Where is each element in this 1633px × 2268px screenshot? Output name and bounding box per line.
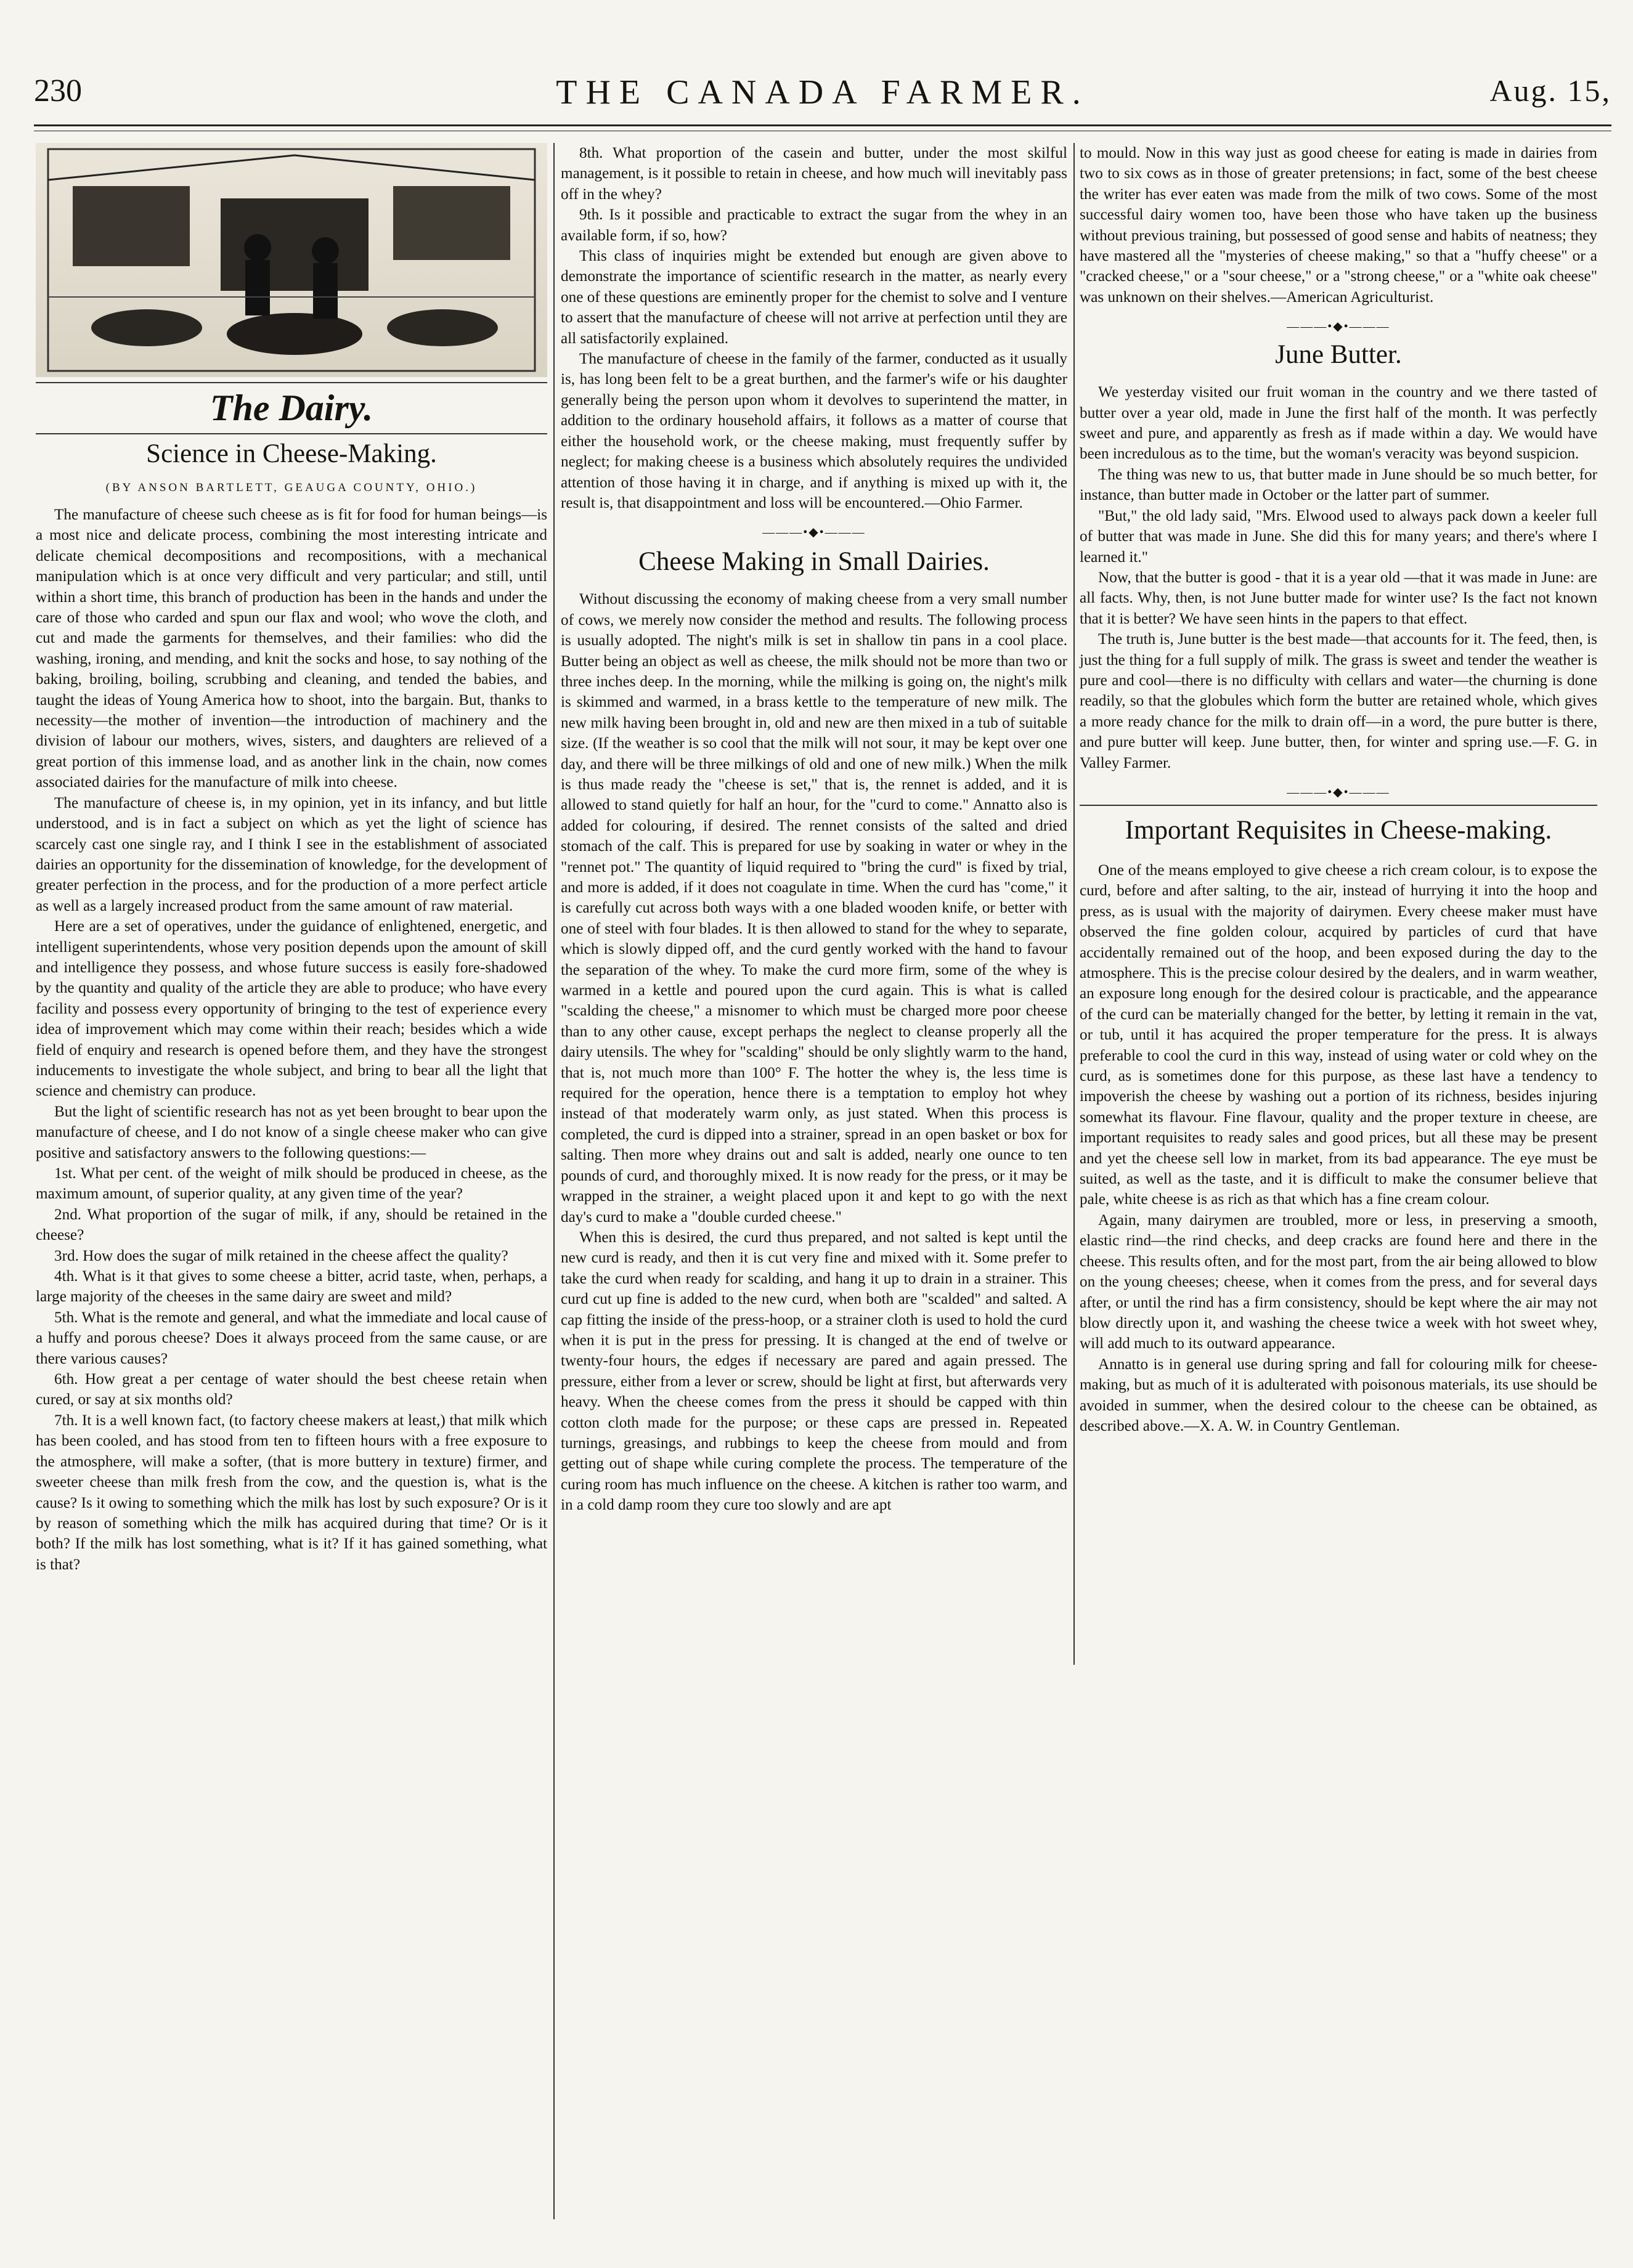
page-header xyxy=(34,73,1611,117)
paragraph: When this is desired, the curd thus prepared, and not salted is kept until the new curd is ready, and then it is cut very fine and mixed with it. Some prefer to take the curd when ready for scalding, and hang it up to drain in a strainer. This curd cut up fine is added to the new curd, when both are "scalded" and salted. A cap fitting the inside of the press-hoop, or a strainer cloth is used to hold the curd when it is put in the press for pressing. It is changed at the end of twelve or twenty-four hours, the edges if necessary are pared and again pressed. The pressure, either from a lever or screw, should be light at first, but afterwards very heavy. When the cheese comes from the press it should be capped with thin cotton cloth made for the purpose; or these caps are pressed in. Repeated turnings, greasings, and rubbings to keep the cheese from mould and from getting out of shape while curing complete the process. The temperature of the curing room has much influence on the cheese. A kitchen is rather too warm, and in a cold damp room they cure too slowly and are apt xyxy=(561,1229,1067,1514)
paragraph: We yesterday visited our fruit woman in the country and we there tasted of butter over a year old, made in June the first half of the month. It was perfectly sweet and pure, and apparently as fresh as if made within a day. We would have been incredulous as to the time, but the woman's veracity was beyond suspicion. xyxy=(1080,384,1597,463)
article-title: Important Requisites in Cheese-making. xyxy=(1125,815,1552,845)
paragraph: Here are a set of operatives, under the guidance of enlightened, energetic, and intelligent superintendents, whose very position depends upon the amount of skill and intelligence they possess, and whose future success is easily fore-shadowed by the quantity and quality of the article they are able to produce; who have every facility and possess every opportunity of bringing to the test of experience every idea of improvement which may come within their reach; besides which a wide field of enquiry and research is opened before them, and they have the strongest inducements to investigate the whole subject, and bring to bear all the light that science and chemistry can produce. xyxy=(36,918,547,1100)
paragraph: Annatto is in general use during spring and fall for colouring milk for cheese-making, but as much of it is adulterated with poisonous materials, its use should be avoided in summer, when the desired colour to the cheese can be obtained, as described above.—X. A. W. in Country Gentleman. xyxy=(1080,1356,1597,1434)
issue-date: Aug. 15, xyxy=(1489,73,1611,108)
paragraph: The manufacture of cheese in the family of the farmer, conducted as it usually is, has long been felt to be a great burthen, and the farmer's wife or his daughter generally being the person upon whom it devolves to superintend the matter, in addition to the ordinary household affairs, it follows as a matter of course that either the household work, or the cheese making, must frequently suffer by neglect; for making cheese is a business which absolutely requires the undivided attention of those having it in charge, and if anything is mixed up with it, the result is, that disappointment and loss will be encountered.—Ohio Farmer. xyxy=(561,351,1067,511)
paragraph: The manufacture of cheese is, in my opinion, yet in its infancy, and but little understood, and is in fact a subject on which as yet the light of science has scarcely cast one single ray, and I think I see in the establishment of associated dairies an opportunity for the dissemination of knowledge, for the development of greater perfection in the process, and for the production of a more perfect article as well as a largely increased product from the same amount of raw material. xyxy=(36,794,547,914)
paragraph: The truth is, June butter is the best made—that accounts for it. The feed, then, is just the thing for a full supply of milk. The grass is sweet and tender the weather is pure and cool—there is no difficulty with cellars and water—the churning is done readily, so that the globules which form the butter are retained whole, which gives a more ready chance for the milk to drain off—in a word, the pure butter is there, and pure butter will keep. June butter, then, for winter and spring use.—F. G. in Valley Farmer. xyxy=(1080,631,1597,771)
paragraph: Now, that the butter is good - that it is a year old —that it was made in June: are all facts. Why, then, is not June butter made for winter use? Is the fact not known that it is better? We have seen hints in the papers to that effect. xyxy=(1080,569,1597,627)
question: 2nd. What proportion of the sugar of milk, if any, should be retained in the cheese? xyxy=(36,1206,547,1244)
header-rule xyxy=(34,124,1611,126)
paragraph: This class of inquiries might be extended but enough are given above to demonstrate the importance of scientific research in the matter, as nearly every one of these questions are eminently proper for the chemist to solve and I venture to assert that the manufacture of cheese will not arrive at perfection until they are all satisfactorily explained. xyxy=(561,248,1067,347)
ornament: ———•◆•——— xyxy=(762,526,866,540)
question: 8th. What proportion of the casein and butter, under the most skilful management, is it possible to retain in cheese, and how much will inevitably pass off in the whey? xyxy=(561,145,1067,203)
paragraph: The manufacture of cheese such cheese as is fit for food for human beings—is a most nice and delicate process, combining the most interesting intricate and delicate chemical decompositions and recompositions, with a mechanical manipulation which is at once very difficult and very particular; and still, until within a short time, this branch of production has been in the hands and under the care of those who carded and spun our flax and wool; who wove the cloth, and cut and made the garments for themselves, and their families: who did the washing, ironing, and mending, and knit the socks and hose, to say nothing of the baking, broiling, boiling, scrubbing and cleaning, and tended the babies, and taught the ideas of Young America how to shoot, into the bargain. But, thanks to necessity—the mother of invention—the introduction of machinery and the division of labour our mothers, wives, sisters, and daughters are relieved of a great portion of this immense load, and as another link in the chain, now comes associated dairies for the manufacture of milk into cheese. xyxy=(36,506,547,791)
article-byline: (BY ANSON BARTLETT, GEAUGA COUNTY, OHIO.) xyxy=(105,481,478,494)
divider xyxy=(36,382,547,383)
department-title: The Dairy. xyxy=(210,388,373,428)
paragraph: Without discussing the economy of making cheese from a very small number of cows, we merely now consider the method and results. The following process is usually adopted. The night's milk is set in shallow tin pans in a cool place. Butter being an object as well as cheese, the milk should not be more than two or three inches deep. In the morning, while the milking is going on, the night's milk is skimmed and warmed, in a brass kettle to the temperature of new milk. The new milk having been brought in, old and new are then mixed in a tub of suitable size. (If the weather is so cool that the milk will not sour, it may be kept over one day, and there will be three milkings of old and one of new milk.) When the milk is thus made ready the "cheese is set," that is, the rennet is added, and it is allowed to stand quietly for half an hour, for the "curd to come." Annatto also is added for colouring, if desired. The rennet consists of the salted and dried stomach of the calf. This is prepared for use by soaking in water or whey in the "rennet pot." The quantity of liquid required to "bring the curd" is fixed by trial, and more is added, if it does not coagulate in time. When the curd has "come," it is carefully cut across both ways with a one bladed wooden knife, or better with one of steel with four blades. It is then allowed to stand for the whey to separate, which is slowly dipped off, and the curd gently worked with the hand to favour the separation of the whey. To make the curd more firm, some of the whey is warmed in a kettle and poured upon the curd again. This is what is called "scalding the cheese," a misnomer to which must be charged more poor cheese than to any other cause, except perhaps the neglect to cleanse properly all the dairy utensils. The whey for "scalding" should be only slightly warm to the hand, that is, not much more than 100° F. The hotter the whey is, the less time is required for the operation, hence there is a temptation to employ hot whey instead of that moderately warm only, as just stated. When this process is completed, the curd is dipped into a strainer, spread in an open basket or box for salting. Then more whey drains out and salt is added, nearly one ounce to ten pounds of curd, and thoroughly mixed. It is now ready for the press, or it may be wrapped in the strainer, a weight placed upon it and kept to go with the next day's curd to make a "double curded cheese." xyxy=(561,591,1067,1225)
article-title: Cheese Making in Small Dairies. xyxy=(638,547,990,577)
paragraph: One of the means employed to give cheese a rich cream colour, is to expose the curd, before and after salting, to the air, instead of hurrying it into the hoop and press, as is usual with the majority of dairymen. Every cheese maker must have observed the fine golden colour, acquired by particles of curd that have accidentally remained out of the hoop, and been exposed during the day to the atmosphere. This is the precise colour desired by the dealers, and in warm weather, an exposure long enough for the desired colour is practicable, and the appearance of the curd can be materially changed for the better, by letting it remain in the vat, or tub, until it has acquired the proper temperature for the press. It is always preferable to cool the curd in this way, instead of using water or cold whey on the curd, as is sometimes done for this purpose, as these last have a tendency to impoverish the cheese by washing out a portion of its richness, besides injuring somewhat its flavour. Fine flavour, quality and the proper texture in cheese, are important requisites to ready sales and good prices, but all these may be present and yet the cheese sell low in market, from its bad appearance. The eye must be suited, as well as the taste, and it is difficult to make the consumer believe that pale, white cheese is as rich as that which has a fine cream colour. xyxy=(1080,861,1597,1208)
question: 5th. What is the remote and general, and what the immediate and local cause of a huffy and porous cheese? Does it always proceed from the same cause, or are there various causes? xyxy=(36,1309,547,1367)
column-1 xyxy=(36,143,547,1575)
question: 6th. How great a per centage of water should the best cheese retain when cured, or say at six months old? xyxy=(36,1371,547,1408)
paragraph: The thing was new to us, that butter made in June should be so much better, for instance, than butter made in October or the latter part of summer. xyxy=(1080,466,1597,504)
ornament: ———•◆•——— xyxy=(1287,785,1390,799)
dairy-illustration xyxy=(36,143,547,377)
divider xyxy=(1080,805,1597,806)
masthead: THE CANADA FARMER. xyxy=(556,73,1089,112)
ornament: ———•◆•——— xyxy=(1287,320,1390,334)
divider xyxy=(36,433,547,434)
paragraph: But the light of scientific research has not as yet been brought to bear upon the manufacture of cheese, and I do not know of a single cheese maker who can give positive and satisfactory answers to the following questions:— xyxy=(36,1103,547,1161)
question: 7th. It is a well known fact, (to factory cheese makers at least,) that milk which has been cooled, and has stood from ten to fifteen hours with a free exposure to the atmosphere, will make a softer, (that is more buttery in texture) firmer, and sweeter cheese than milk fresh from the cow, and the question is, what is the cause? Is it owing to something which the milk has lost by such exposure? Or is it by reason of something which the milk has acquired during that time? Or is it both? If the milk has lost something, what is it? If it has gained something, what is that? xyxy=(36,1412,547,1573)
paragraph: Again, many dairymen are troubled, more or less, in preserving a smooth, elastic rind—the rind checks, and deep cracks are found here and there in the cheese. This results often, and for the most part, from the air being allowed to blow on the young cheeses; cheese, when it comes from the press, and for several days after, or until the rind has a firm consistency, should be kept where the air may not blow directly upon it, and washing the cheese twice a week with hot sweet whey, will add much to its outward appearance. xyxy=(1080,1211,1597,1352)
page-number: 230 xyxy=(34,73,82,108)
article-title: June Butter. xyxy=(1275,340,1402,370)
question: 9th. Is it possible and practicable to extract the sugar from the whey in an available form, if so, how? xyxy=(561,206,1067,244)
column-2 xyxy=(561,143,1067,1516)
article-title: Science in Cheese-Making. xyxy=(146,439,437,468)
column-rule xyxy=(1073,143,1075,1665)
question: 4th. What is it that gives to some cheese a bitter, acrid taste, when, perhaps, a large majority of the cheeses in the same dairy are sweet and mild? xyxy=(36,1268,547,1306)
paragraph: "But," the old lady said, "Mrs. Elwood used to always pack down a keeler full of butter that was made in June. She did this for many years; and there's where I learned it." xyxy=(1080,507,1597,566)
column-3 xyxy=(1080,143,1597,1436)
paragraph: to mould. Now in this way just as good cheese for eating is made in dairies from two to six cows as in those of greater pretensions; in fact, some of the best cheese the writer has ever eaten was made from the milk of two cows. Some of the most successful dairy women too, have been those who have taken up the business without previous training, but possessed of good sense and habits of neatness; they have mastered all the "mysteries of cheese making," so that a "huffy cheese" or a "cracked cheese," or a "sour cheese," or a "strong cheese," or a "white oak cheese" was unknown on their shelves.—American Agriculturist. xyxy=(1080,145,1597,306)
question: 3rd. How does the sugar of milk retained in the cheese affect the quality? xyxy=(54,1247,508,1264)
column-rule xyxy=(553,143,555,2219)
question: 1st. What per cent. of the weight of milk should be produced in cheese, as the maximum amount, of superior quality, at any given time of the year? xyxy=(36,1165,547,1203)
